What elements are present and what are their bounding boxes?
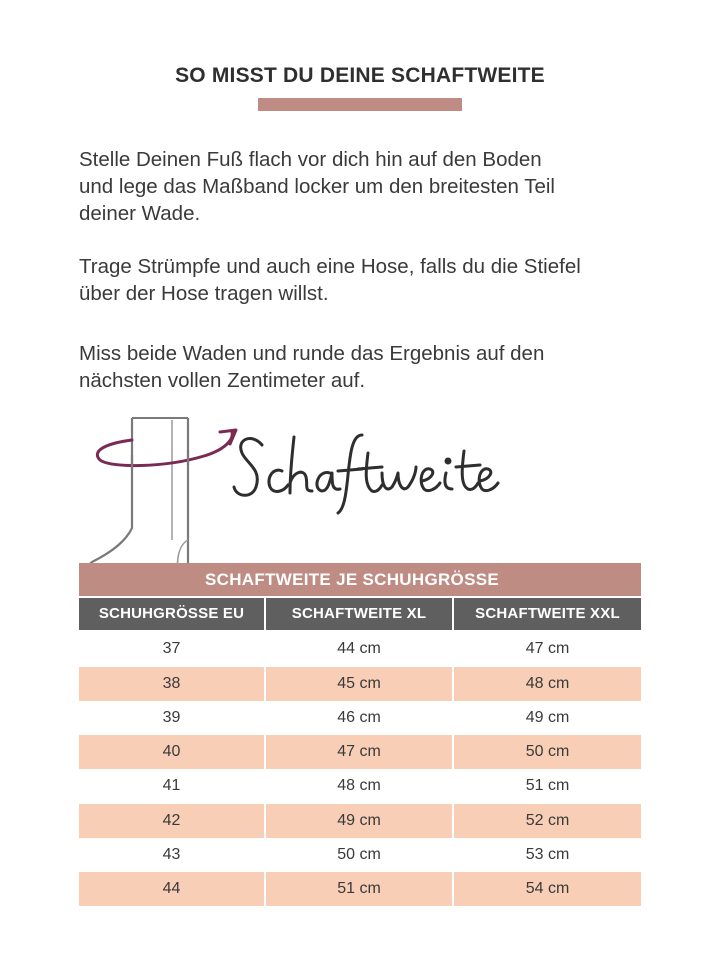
cell-shaft-xxl: 47 cm xyxy=(525,640,570,657)
page-title: SO MISST DU DEINE SCHAFTWEITE xyxy=(175,64,545,87)
table-title-bar xyxy=(79,563,641,596)
instruction-paragraph-2: Trage Strümpfe und auch eine Hose, falls du die Stiefel über der Hose tragen willst. xyxy=(79,255,581,305)
cell-shaft-xl: 51 cm xyxy=(266,872,452,906)
cell-shoe-size: 43 xyxy=(162,846,181,863)
column-header-shaft-xxl: SCHAFTWEITE XXL xyxy=(454,598,641,630)
cell-shaft-xxl: 48 cm xyxy=(454,667,641,701)
table-row xyxy=(79,838,641,872)
cell-shaft-xxl: 54 cm xyxy=(454,872,641,906)
cell-shaft-xxl: 52 cm xyxy=(454,804,641,838)
cell-shoe-size: 39 xyxy=(162,709,181,726)
table-row xyxy=(79,735,641,769)
cell-shaft-xxl: 51 cm xyxy=(525,777,570,794)
column-header-shoe-size: SCHUHGRÖSSE EU xyxy=(79,598,264,630)
table-row xyxy=(79,632,641,666)
column-header-shaft-xl: SCHAFTWEITE XL xyxy=(266,598,452,630)
instruction-paragraph-3: Miss beide Waden und runde das Ergebnis auf den nächsten vollen Zentimeter auf. xyxy=(79,342,545,392)
cell-shoe-size: 37 xyxy=(162,640,181,657)
cell-shaft-xl: 47 cm xyxy=(266,735,452,769)
cell-shaft-xl: 45 cm xyxy=(266,667,452,701)
title-underline-bar xyxy=(258,98,462,111)
cell-shoe-size: 38 xyxy=(79,667,264,701)
cell-shaft-xl: 46 cm xyxy=(337,709,381,726)
table-row xyxy=(79,667,641,701)
table-row xyxy=(79,872,641,906)
table-title: SCHAFTWEITE JE SCHUHGRÖSSE xyxy=(205,570,499,589)
cell-shoe-size: 41 xyxy=(162,777,181,794)
instruction-paragraph-1: Stelle Deinen Fuß flach vor dich hin auf den Boden und lege das Maßband locker um den breitesten Teil deiner Wade. xyxy=(79,148,555,225)
cell-shaft-xl: 48 cm xyxy=(337,777,381,794)
table-row xyxy=(79,769,641,803)
cell-shaft-xl: 44 cm xyxy=(337,640,381,657)
cell-shoe-size: 42 xyxy=(79,804,264,838)
cell-shaft-xxl: 50 cm xyxy=(454,735,641,769)
cell-shoe-size: 44 xyxy=(79,872,264,906)
table-row xyxy=(79,701,641,735)
cell-shoe-size: 40 xyxy=(79,735,264,769)
table-row xyxy=(79,804,641,838)
cell-shaft-xl: 49 cm xyxy=(266,804,452,838)
schaftweite-script-lettering xyxy=(232,425,502,520)
cell-shaft-xxl: 49 cm xyxy=(525,709,570,726)
cell-shaft-xl: 50 cm xyxy=(337,846,381,863)
cell-shaft-xxl: 53 cm xyxy=(525,846,570,863)
